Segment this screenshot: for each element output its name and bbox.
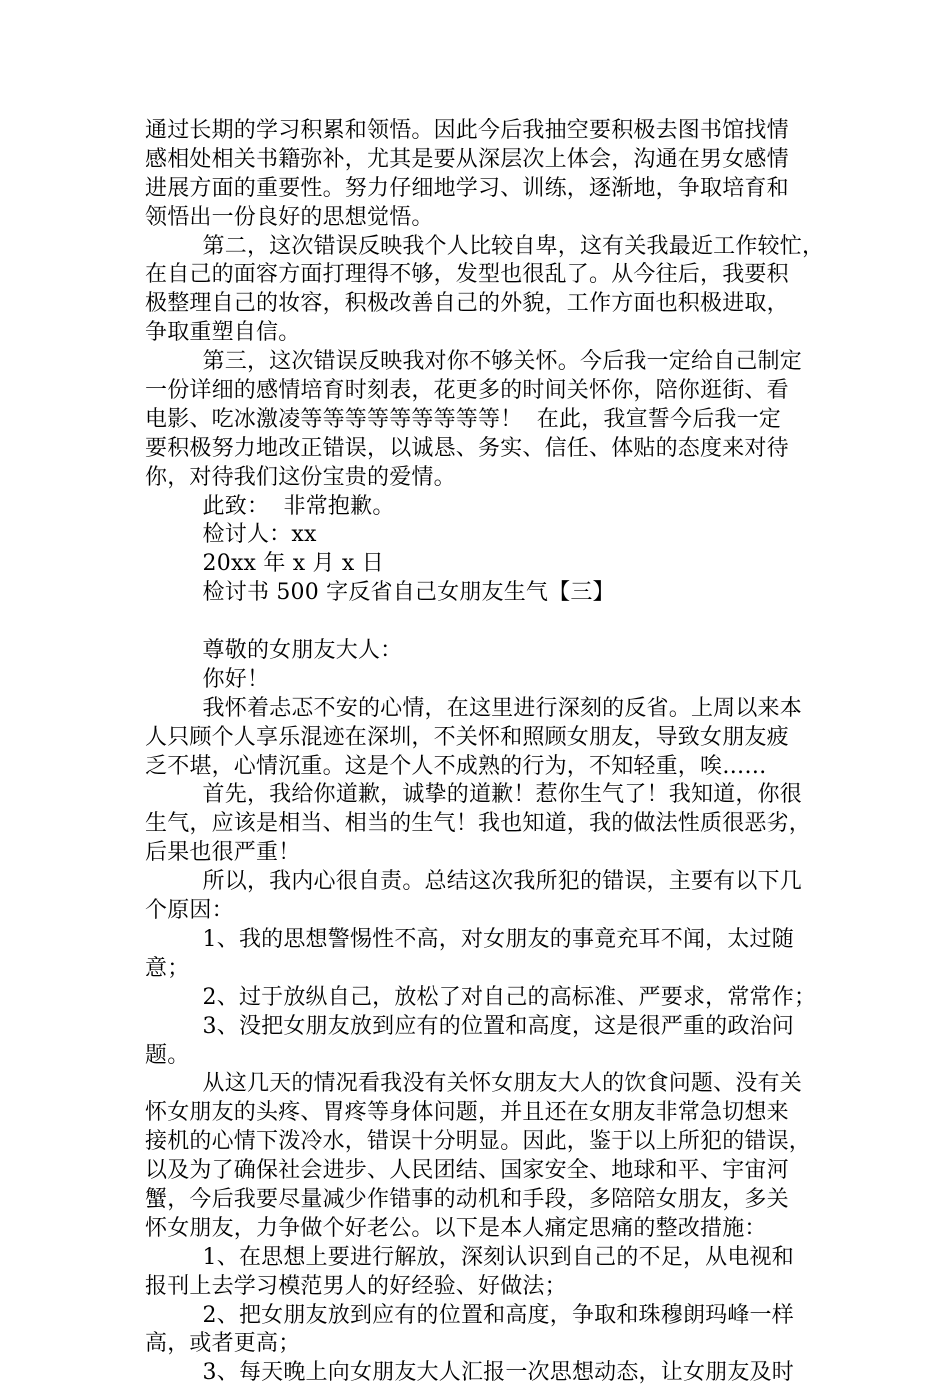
text-line: 第三，这次错误反映我对你不够关怀。今后我一定给自己制定 <box>145 349 802 375</box>
text-line: 检讨书 500 字反省自己女朋友生气【三】 <box>145 580 615 606</box>
text-line: 所以，我内心很自责。总结这次我所犯的错误，主要有以下几 <box>145 869 802 895</box>
text-line: 怀女朋友，力争做个好老公。以下是本人痛定思痛的整改措施： <box>145 1215 767 1241</box>
text-line: 争取重塑自信。 <box>145 320 301 346</box>
text-line: 后果也很严重！ <box>145 840 301 866</box>
text-line: 蟹，今后我要尽量减少作错事的动机和手段，多陪陪女朋友，多关 <box>145 1186 789 1212</box>
text-line: 3、每天晚上向女朋友大人汇报一次思想动态，让女朋友及时 <box>145 1360 794 1386</box>
text-line: 20xx 年 x 月 x 日 <box>145 551 384 577</box>
text-line: 此致： 非常抱歉。 <box>145 493 395 519</box>
text-line: 进展方面的重要性。努力仔细地学习、训练，逐渐地，争取培育和 <box>145 175 789 201</box>
blank-line <box>145 608 815 637</box>
text-line: 首先，我给你道歉，诚挚的道歉！惹你生气了！我知道，你很 <box>145 782 802 808</box>
text-line: 1、在思想上要进行解放，深刻认识到自己的不足，从电视和 <box>145 1244 794 1270</box>
text-line: 我怀着忐忑不安的心情，在这里进行深刻的反省。上周以来本 <box>145 695 802 721</box>
text-line: 你，对待我们这份宝贵的爱情。 <box>145 464 456 490</box>
text-line: 感相处相关书籍弥补，尤其是要从深层次上体会，沟通在男女感情 <box>145 146 789 172</box>
text-line: 3、没把女朋友放到应有的位置和高度，这是很严重的政治问 <box>145 1013 794 1039</box>
text-line: 2、把女朋友放到应有的位置和高度，争取和珠穆朗玛峰一样 <box>145 1302 794 1328</box>
text-line: 电影、吃冰激凌等等等等等等等等等！ 在此，我宣誓今后我一定 <box>145 406 781 432</box>
text-line: 从这几天的情况看我没有关怀女朋友大人的饮食问题、没有关 <box>145 1071 802 1097</box>
text-line: 你好！ <box>145 666 270 692</box>
document-body <box>145 117 825 1388</box>
text-line: 意； <box>145 955 190 981</box>
text-line: 尊敬的女朋友大人： <box>145 638 403 664</box>
text-line: 人只顾个人享乐混迹在深圳，不关怀和照顾女朋友，导致女朋友疲 <box>145 724 789 750</box>
text-line: 2、过于放纵自己，放松了对自己的高标准、严要求，常常作； <box>145 984 817 1010</box>
text-line: 极整理自己的妆容，积极改善自己的外貌，工作方面也积极进取， <box>145 291 789 317</box>
text-line: 通过长期的学习积累和领悟。因此今后我抽空要积极去图书馆找情 <box>145 118 789 143</box>
text-line: 领悟出一份良好的思想觉悟。 <box>145 204 434 230</box>
text-line: 以及为了确保社会进步、人民团结、国家安全、地球和平、宇宙河 <box>145 1158 789 1184</box>
text-line: 个原因： <box>145 898 234 924</box>
text-line: 要积极努力地改正错误，以诚恳、务实、信任、体贴的态度来对待 <box>145 435 789 461</box>
text-line: 乏不堪，心情沉重。这是个人不成熟的行为，不知轻重，唉…… <box>145 753 767 779</box>
text-line: 题。 <box>145 1042 190 1068</box>
text-line: 报刊上去学习模范男人的好经验、好做法； <box>145 1273 567 1299</box>
text-line: 一份详细的感情培育时刻表，花更多的时间关怀你，陪你逛街、看 <box>145 378 789 404</box>
text-line: 检讨人：xx <box>145 522 317 548</box>
text-line: 在自己的面容方面打理得不够，发型也很乱了。从今往后，我要积 <box>145 262 789 288</box>
text-line: 怀女朋友的头疼、胃疼等身体问题，并且还在女朋友非常急切想来 <box>145 1100 789 1126</box>
text-line: 1、我的思想警惕性不高，对女朋友的事竟充耳不闻，太过随 <box>145 926 794 952</box>
text-line: 高，或者更高； <box>145 1331 301 1357</box>
text-line: 生气，应该是相当、相当的生气！我也知道，我的做法性质很恶劣， <box>145 811 812 837</box>
text-line: 接机的心情下泼冷水，错误十分明显。因此，鉴于以上所犯的错误， <box>145 1129 812 1155</box>
text-line: 第二，这次错误反映我个人比较自卑，这有关我最近工作较忙， <box>145 233 825 259</box>
